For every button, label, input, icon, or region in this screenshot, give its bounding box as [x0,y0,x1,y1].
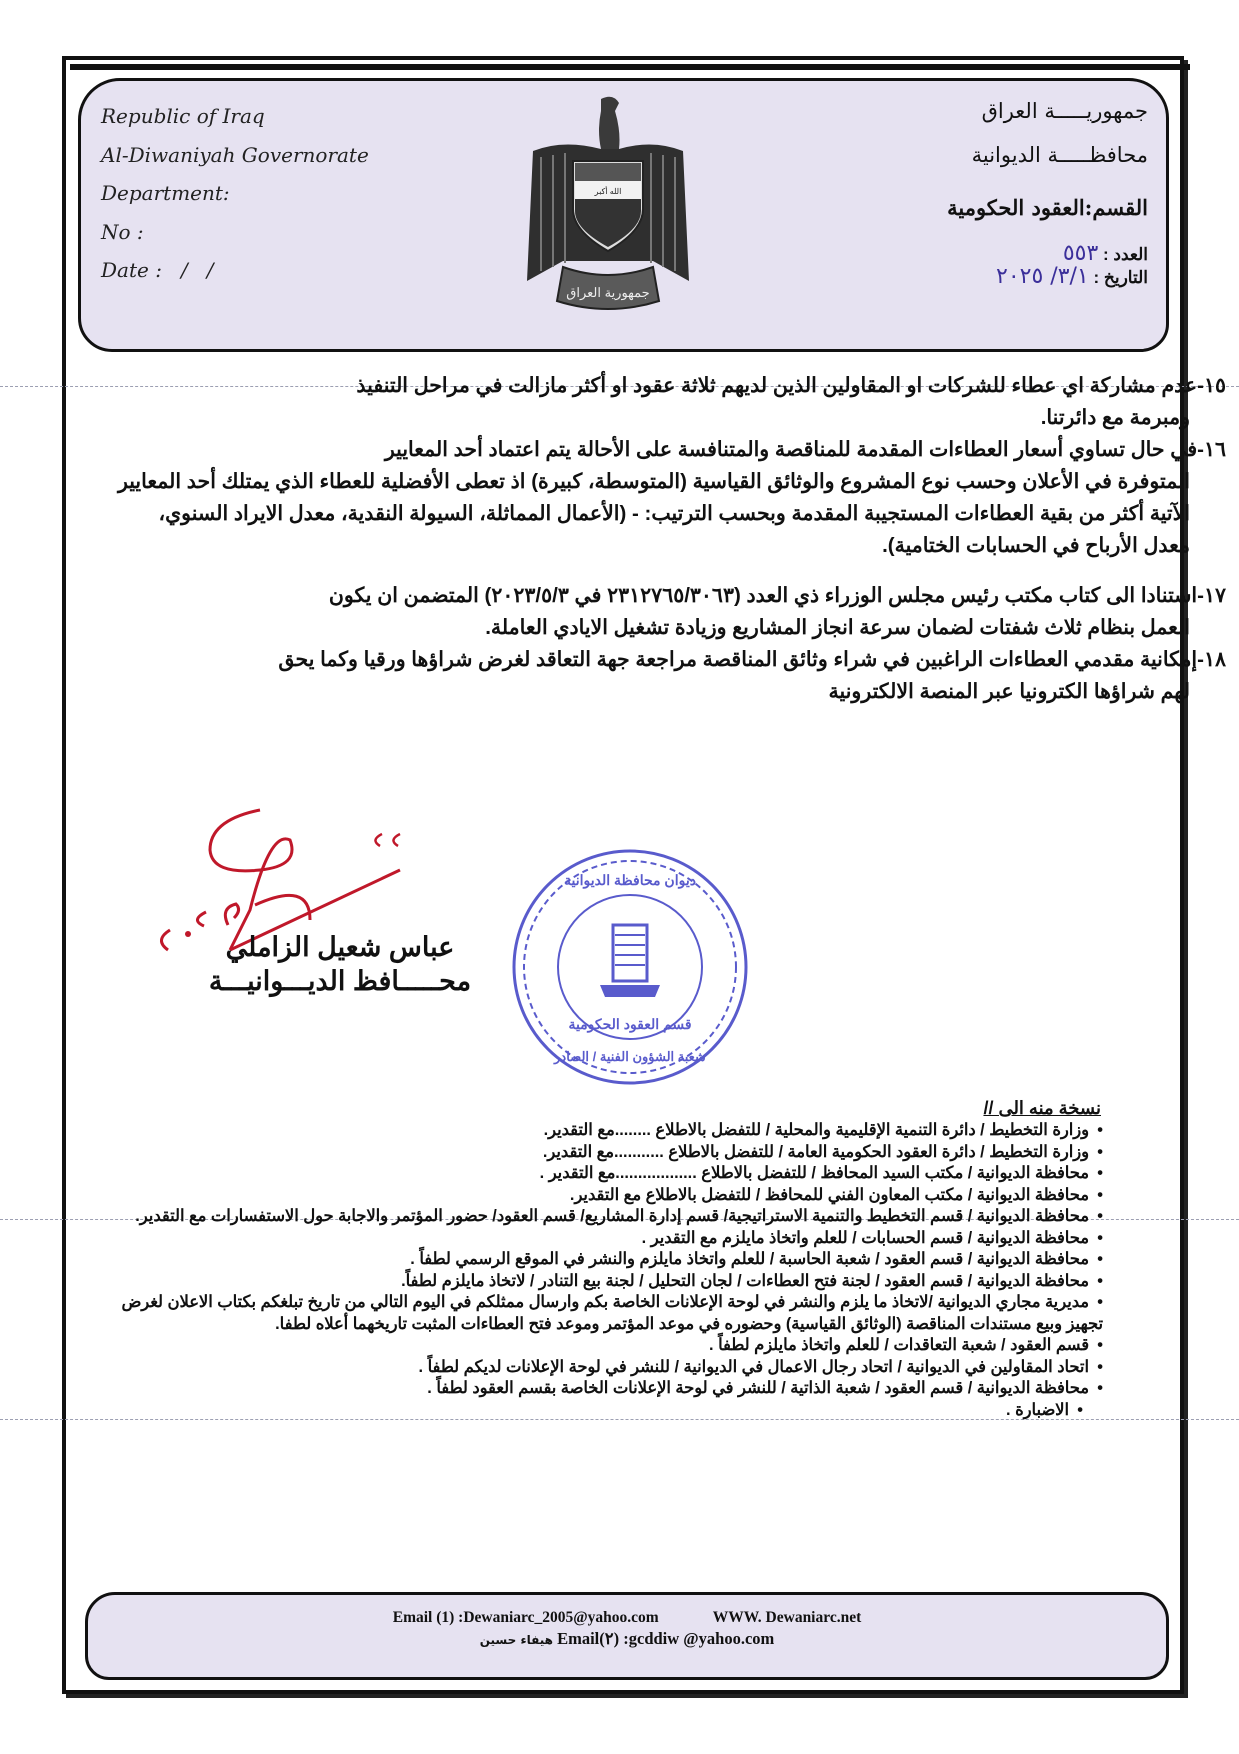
emblem-banner-text: جمهورية العراق [566,285,650,300]
department-label-en: Department: [101,181,230,205]
item-number: ١٥- [1197,374,1226,397]
item-number: ١٧- [1197,584,1226,607]
copy-recipient-text: اتحاد المقاولين في الديوانية / اتحاد رجال الاعمال في الديوانية / للنشر في لوحة الإعلانات لديكم لطفاً . [418,1357,1089,1376]
letterhead-arabic [947,99,1148,289]
copy-recipient: •قسم العقود / شعبة التعاقدات / للعلم واتخاذ مايلزم لطفاً . [709,1336,1103,1354]
copies-list [85,1120,1103,1421]
item-continuation: لهم شراؤها الكترونيا عبر المنصة الالكترونية [828,680,1190,703]
date-label-ar: التاريخ : [1093,268,1148,287]
copy-recipient: •محافظة الديوانية / مكتب المعاون الفني للمحافظ / للتفضل بالاطلاع مع التقدير. [569,1185,1103,1204]
item-continuation: المتوفرة في الأعلان وحسب نوع المشروع والوثائق القياسية (المتوسطة، كبيرة) اذ تعطى الأفضلية للعطاء الذي يمتلك أحد المعايير الآتية أكثر من بقية العطاءات المستجيبة المقدمة وبحسب الترتيب: - (الأعمال المماثلة، السيولة النقدية، معدل الايراد السنوي، معدل الأرباح في الحسابات الختامية). [117,470,1190,557]
copy-recipient-text: محافظة الديوانية / قسم التخطيط والتنمية الاستراتيجية/ قسم إدارة المشاريع/ قسم العقود/ حضور المؤتمر والاجابة حول الاستفسارات مع التقدير. [135,1207,1089,1225]
item-emphasis: العمل بنظام ثلاث شفتات [979,616,1190,639]
copy-recipient: •وزارة التخطيط / دائرة التنمية الإقليمية والمحلية / للتفضل بالاطلاع ........مع التقدير. [543,1121,1103,1139]
copy-recipient-text: وزارة التخطيط / دائرة العقود الحكومية العامة / للتفضل بالاطلاع ...........مع التقدير. [542,1142,1089,1161]
letterhead-footer [85,1592,1169,1680]
stamp-inner-text: قسم العقود الحكومية [568,1016,692,1032]
copy-recipient: •اتحاد المقاولين في الديوانية / اتحاد رجال الاعمال في الديوانية / للنشر في لوحة الإعلانات لديكم لطفاً . [418,1357,1103,1376]
copy-recipient: •مديرية مجاري الديوانية /لاتخاذ ما يلزم والنشر في لوحة الإعلانات الخاصة بكم وارسال ممثلكم في اليوم التالي من تاريخ تبلغكم بكتاب الاعلان لغرض تجهيز وبيع مستندات المناقصة (الوثائق القياسية) وحضوره في موعد المؤتمر وموعد فتح العطاءات المثبت تاريخهما أعلاه لطفا. [121,1293,1103,1333]
item-continuation [110,612,1226,644]
number-value: ٥٥٣ [1062,241,1099,266]
item-number: ١٦- [1197,438,1226,461]
department-ar: القسم:العقود الحكومية [947,195,1148,220]
item-text: استنادا الى كتاب مكتب رئيس مجلس الوزراء ذي العدد (٢٣١٢٧٦٥/٣٠٦٣ في ٢٠٢٣/٥/٣) المتضمن ان يكون [328,584,1198,607]
copy-recipient: •محافظة الديوانية / قسم العقود / شعبة الحاسبة / للعلم واتخاذ مايلزم والنشر في الموقع الرسمي لطفاً . [410,1250,1103,1268]
copy-recipient-text: محافظة الديوانية / مكتب السيد المحافظ / للتفضل بالاطلاع ..................مع التقدير . [539,1164,1089,1182]
item-text: إمكانية مقدمي العطاءات الراغبين في شراء وثائق المناقصة مراجعة جهة التعاقد لغرض شراؤها ورقيا وكما يحق [278,648,1198,671]
item-15 [110,370,1226,434]
date-value: ٣/١/ ٢٠٢٥ [996,264,1089,289]
signatory-block [205,930,475,998]
footer-email-1: Email (1) :Dewaniarc_2005@yahoo.com [392,1609,659,1626]
copy-recipient-text: الاضبارة . [1006,1400,1069,1419]
letterhead [78,78,1169,352]
item-16 [110,434,1226,562]
footer-email-2: Email(٢) :gcddiw @yahoo.com [557,1629,775,1648]
copy-recipient: •محافظة الديوانية / قسم العقود / شعبة الذاتية / للنشر في لوحة الإعلانات الخاصة بقسم العقود لطفاً . [427,1379,1103,1397]
copy-recipient: •محافظة الديوانية / قسم التخطيط والتنمية الاستراتيجية/ قسم إدارة المشاريع/ قسم العقود/ حضور المؤتمر والاجابة حول الاستفسارات مع التقدير. [135,1207,1103,1225]
stamp-outer-text: ديوان محافظة الديوانية [564,872,696,888]
reference-date [947,266,1148,289]
signatory-name: عباس شعيل الزاملي [225,932,455,962]
item-17 [110,580,1226,644]
item-text: في حال تساوي أسعار العطاءات المقدمة للمناقصة والمتنافسة على الأحالة يتم اعتماد أحد المعايير [384,438,1198,461]
letter-body [110,370,1226,708]
copy-recipient-text: محافظة الديوانية / قسم الحسابات / للعلم واتخاذ مايلزم مع التقدير . [641,1228,1089,1247]
reference-number [947,243,1148,266]
item-continuation: ومبرمة مع دائرتنا. [1040,406,1190,429]
official-stamp-icon [505,845,755,1090]
copy-recipient-text: مديرية مجاري الديوانية /لاتخاذ ما يلزم والنشر في لوحة الإعلانات الخاصة بكم وارسال ممثلكم في اليوم التالي من تاريخ تبلغكم بكتاب الاعلان لغرض تجهيز وبيع مستندات المناقصة (الوثائق القياسية) وحضوره في موعد المؤتمر وموعد فتح العطاءات المثبت تاريخهما أعلاه لطفا. [121,1293,1103,1333]
item-number: ١٨- [1197,648,1226,671]
stamp-bottom-text: شعبة الشؤون الفنية / الصادر [554,1049,706,1064]
letterhead-english [101,97,369,290]
copy-recipient-text: وزارة التخطيط / دائرة التنمية الإقليمية والمحلية / للتفضل بالاطلاع ........مع التقدير. [543,1121,1089,1139]
footer-line-2 [88,1629,1166,1649]
copy-recipient: •محافظة الديوانية / مكتب السيد المحافظ / للتفضل بالاطلاع ..................مع التقدير . [539,1164,1103,1182]
copy-recipient-text: محافظة الديوانية / قسم العقود / شعبة الذاتية / للنشر في لوحة الإعلانات الخاصة بقسم العقود لطفاً . [427,1379,1089,1397]
governorate-en: Al-Diwaniyah Governorate [101,142,369,167]
emblem-flag-text: الله أكبر [594,187,622,196]
copy-recipient-text: محافظة الديوانية / مكتب المعاون الفني للمحافظ / للتفضل بالاطلاع مع التقدير. [569,1185,1089,1204]
copy-recipient: •محافظة الديوانية / قسم العقود / لجنة فتح العطاءات / لجان التحليل / لجنة بيع التنادر / لاتخاذ مايلزم لطفاً. [401,1271,1103,1290]
signatory-title: محـــــافظ الديـــوانيـــة [208,966,472,996]
copy-recipient-text: محافظة الديوانية / قسم العقود / شعبة الحاسبة / للعلم واتخاذ مايلزم والنشر في الموقع الرسمي لطفاً . [410,1250,1089,1268]
copy-recipient: •الاضبارة . [1006,1400,1083,1419]
copy-recipient-text: محافظة الديوانية / قسم العقود / لجنة فتح العطاءات / لجان التحليل / لجنة بيع التنادر / لاتخاذ مايلزم لطفاً. [401,1271,1089,1290]
date-label-en: Date : / / [101,258,214,282]
item-continuation-text: لضمان سرعة انجاز المشاريع وزيادة تشغيل الايادي العاملة. [485,616,980,639]
number-label-en: No : [101,219,144,244]
governorate-ar: محافظـــــة الديوانية [971,143,1148,167]
copies-title: نسخة منه الى // [983,1098,1101,1118]
footer-typist: هيفاء حسين [479,1633,553,1647]
copy-recipient: •وزارة التخطيط / دائرة العقود الحكومية العامة / للتفضل بالاطلاع ...........مع التقدير. [542,1142,1103,1161]
footer-website: WWW. Dewaniarc.net [712,1609,862,1626]
country-ar: جمهوريـــــة العراق [981,99,1148,123]
item-text: عدم مشاركة اي عطاء للشركات او المقاولين الذين لديهم ثلاثة عقود او أكثر مازالت في مراحل التنفيذ [356,374,1198,397]
footer-line-1 [88,1609,1166,1627]
copy-recipient: •محافظة الديوانية / قسم الحسابات / للعلم واتخاذ مايلزم مع التقدير . [641,1228,1103,1247]
copy-recipient-text: قسم العقود / شعبة التعاقدات / للعلم واتخاذ مايلزم لطفاً . [709,1336,1089,1354]
iraq-emblem-icon [503,91,713,321]
number-label-ar: العدد : [1103,245,1148,264]
item-18 [110,644,1226,708]
country-en: Republic of Iraq [101,104,265,128]
